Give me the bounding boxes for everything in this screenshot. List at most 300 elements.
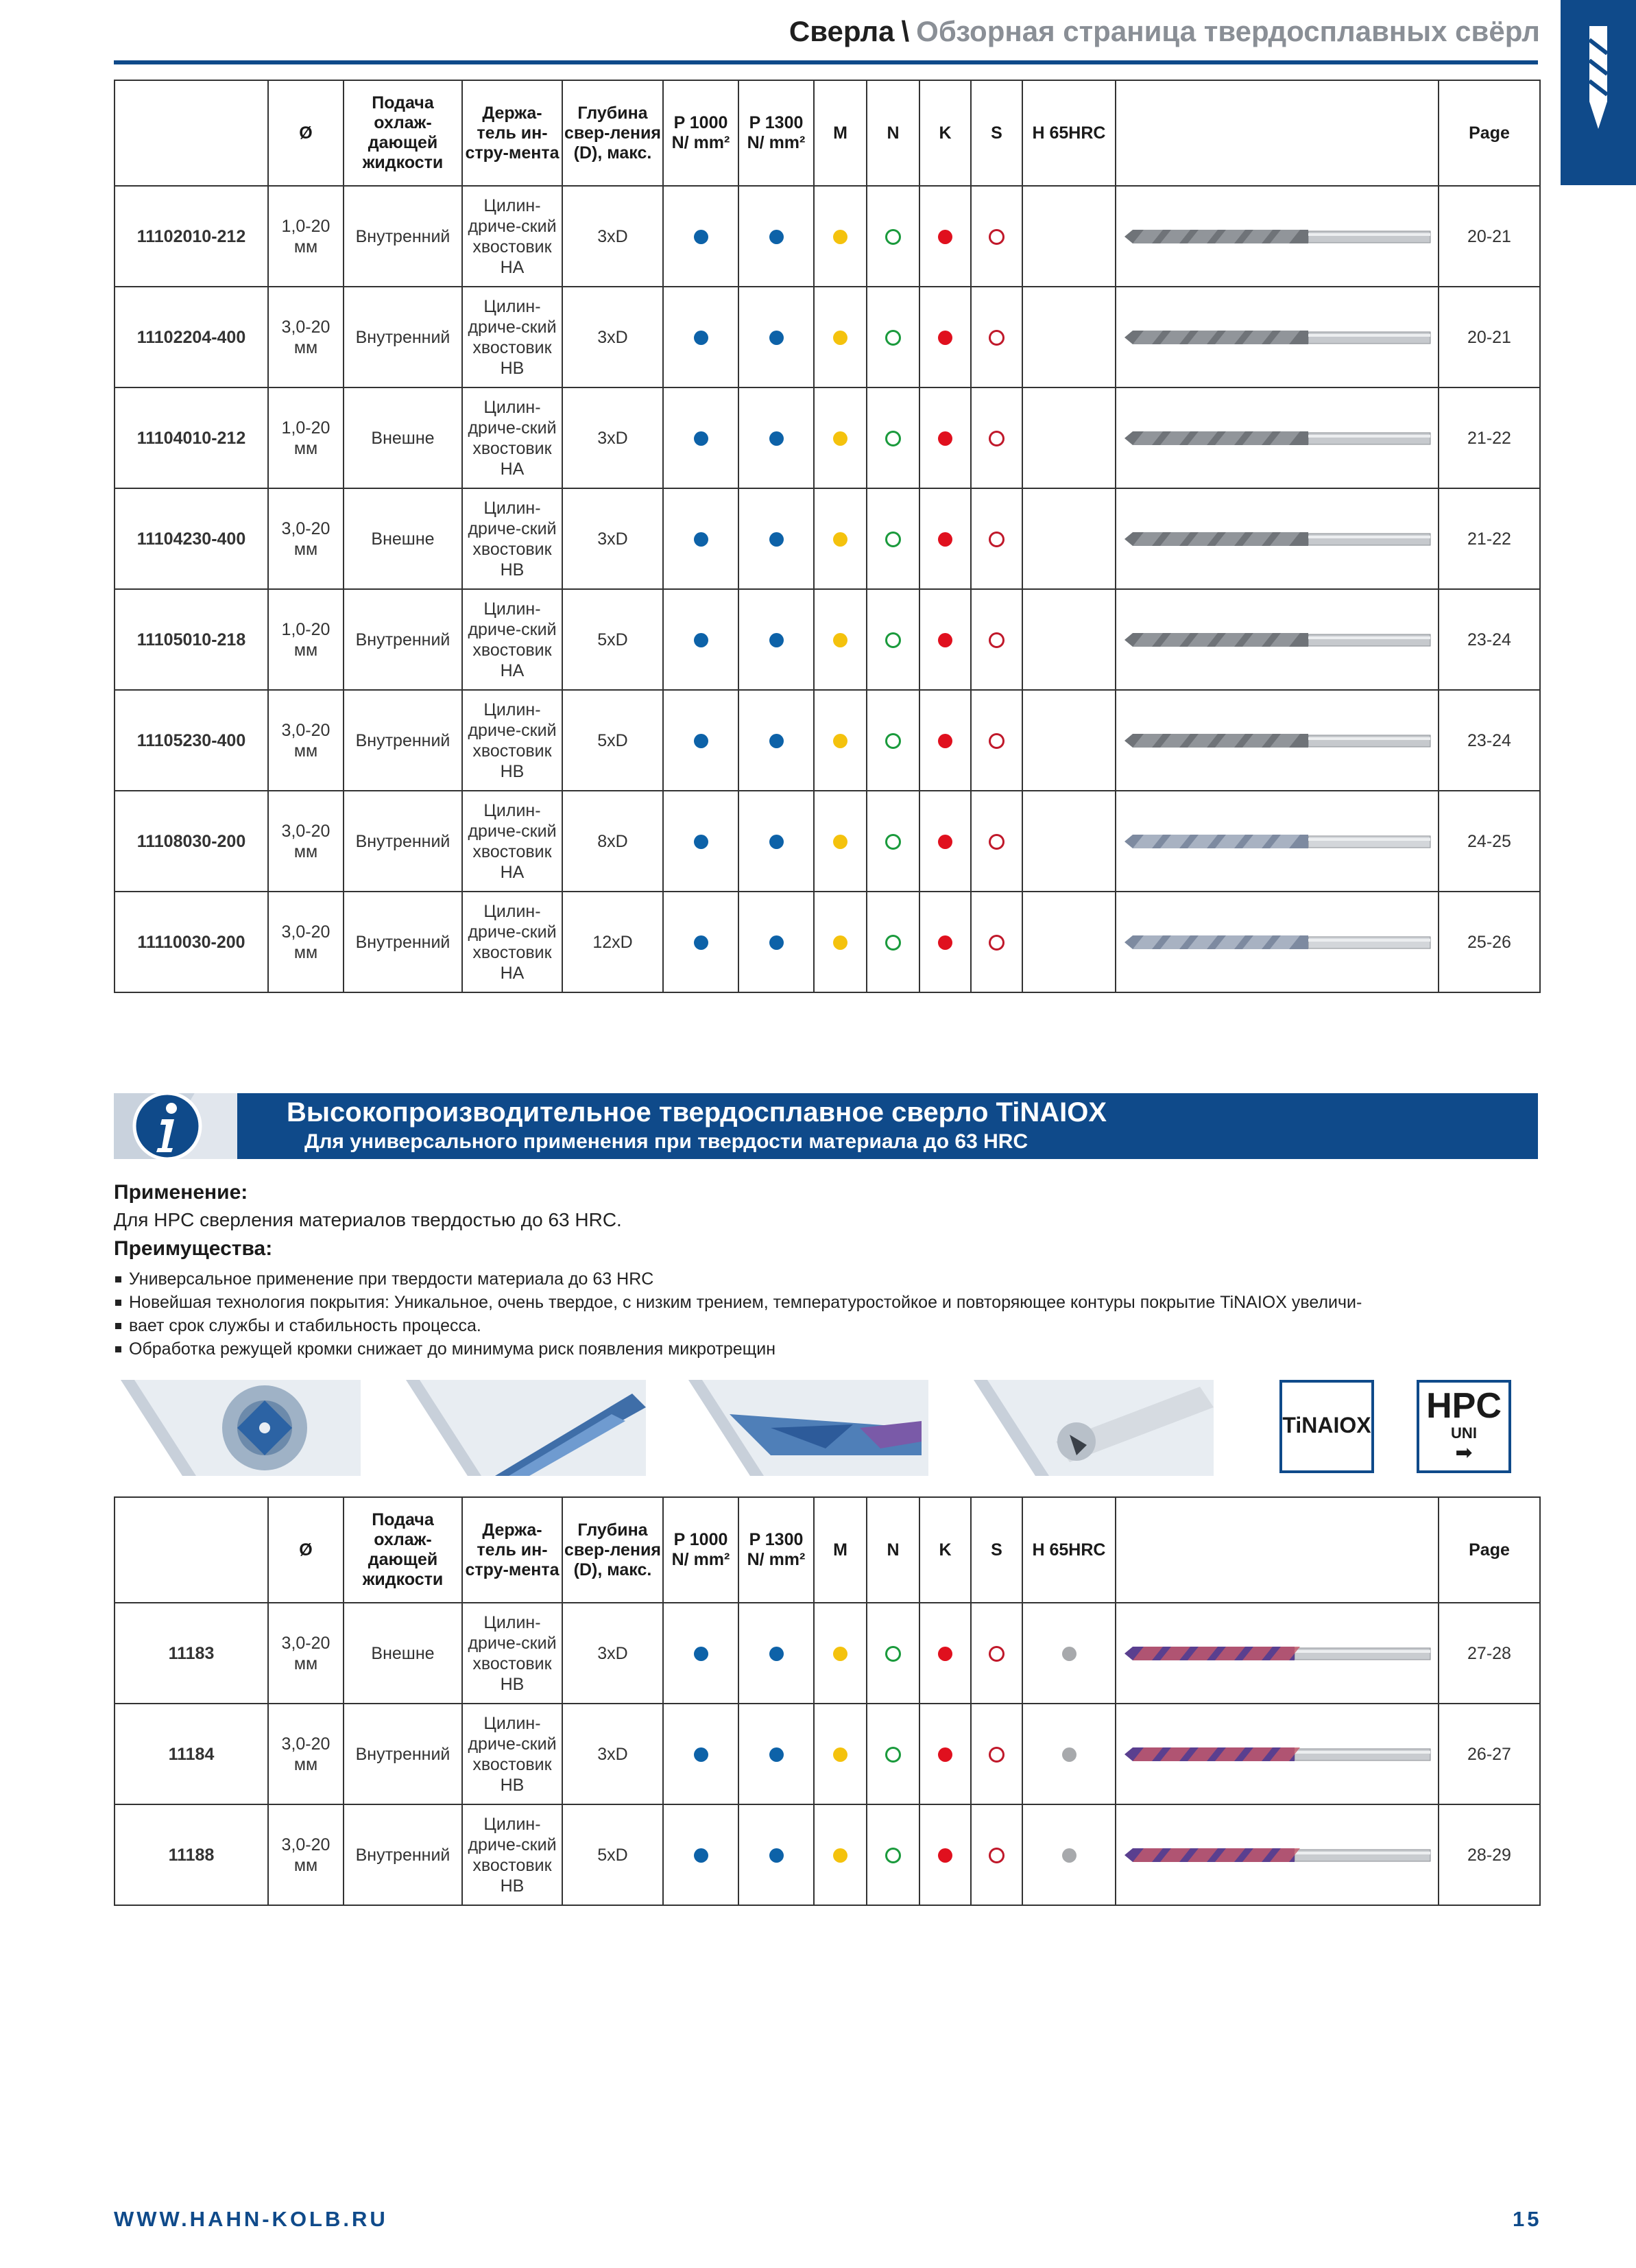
- uni-label: UNI: [1451, 1424, 1477, 1442]
- info-banner: [114, 1093, 1538, 1159]
- holder-cell: Цилин-дриче-ский хвостовик HB: [462, 488, 562, 589]
- m-cell: [814, 791, 867, 892]
- m-cell: [814, 287, 867, 387]
- title-sub: Обзорная страница твердосплавных свёрл: [916, 15, 1540, 47]
- k-cell: [919, 387, 971, 488]
- header-p1000: P 1000 N/ mm²: [663, 80, 738, 186]
- n-dot: [885, 733, 901, 749]
- article-code[interactable]: 11102204-400: [115, 287, 268, 387]
- diameter-cell: 1,0-20 мм: [268, 387, 344, 488]
- m-cell: [814, 186, 867, 287]
- arrow-right-icon: ➡: [1455, 1442, 1473, 1464]
- article-code[interactable]: 11183: [115, 1603, 268, 1704]
- page-cell: 27-28: [1439, 1603, 1540, 1704]
- diameter-cell: 3,0-20 мм: [268, 1603, 344, 1704]
- header-holder: Держа-тель ин-стру-мента: [462, 80, 562, 186]
- coolant-cell: Внешне: [344, 1603, 462, 1704]
- drill-image-cell: [1116, 186, 1439, 287]
- banner-subtitle: Для универсального применения при твердости материала до 63 HRC: [304, 1130, 1028, 1153]
- h-cell: [1022, 1603, 1116, 1704]
- k-cell: [919, 1603, 971, 1704]
- article-code[interactable]: 11184: [115, 1704, 268, 1804]
- s-dot: [989, 1646, 1005, 1662]
- coolant-cell: Внешне: [344, 488, 462, 589]
- n-cell: [867, 791, 919, 892]
- holder-cell: Цилин-дриче-ский хвостовик HA: [462, 186, 562, 287]
- drill-coating-photo: [688, 1380, 928, 1476]
- application-heading: Применение:: [114, 1181, 248, 1204]
- header-coolant: Подача охлаж-дающей жидкости: [344, 80, 462, 186]
- page-title: [789, 15, 1540, 48]
- m-dot: [833, 935, 847, 950]
- n-cell: [867, 1804, 919, 1905]
- m-cell: [814, 1603, 867, 1704]
- h-dot: [1062, 1747, 1076, 1762]
- diameter-cell: 3,0-20 мм: [268, 488, 344, 589]
- p1000-cell: [663, 387, 738, 488]
- drill-image: [1123, 727, 1432, 754]
- p1300-dot: [769, 532, 784, 547]
- article-code[interactable]: 11188: [115, 1804, 268, 1905]
- n-dot: [885, 834, 901, 850]
- p1000-cell: [663, 1804, 738, 1905]
- p1000-cell: [663, 1603, 738, 1704]
- m-dot: [833, 331, 847, 345]
- k-cell: [919, 690, 971, 791]
- n-dot: [885, 431, 901, 446]
- depth-cell: 3xD: [562, 287, 663, 387]
- header-holder: Держа-тель ин-стру-мента: [462, 1497, 562, 1603]
- article-code[interactable]: 11110030-200: [115, 892, 268, 992]
- tinaiox-badge: [1279, 1380, 1374, 1473]
- header-p1300: P 1300 N/ mm²: [738, 1497, 814, 1603]
- p1000-dot: [694, 1848, 708, 1863]
- h-cell: [1022, 1804, 1116, 1905]
- drill-image: [1123, 1741, 1432, 1768]
- hpc-uni-badge: [1417, 1380, 1511, 1473]
- p1300-dot: [769, 633, 784, 647]
- page-cell: 20-21: [1439, 186, 1540, 287]
- p1000-cell: [663, 186, 738, 287]
- p1300-cell: [738, 488, 814, 589]
- k-cell: [919, 287, 971, 387]
- table-row[interactable]: [115, 387, 1540, 488]
- table-row[interactable]: [115, 1603, 1540, 1704]
- s-dot: [989, 733, 1005, 749]
- s-dot: [989, 229, 1005, 245]
- n-cell: [867, 186, 919, 287]
- article-code[interactable]: 11105230-400: [115, 690, 268, 791]
- m-dot: [833, 1647, 847, 1661]
- m-dot: [833, 230, 847, 244]
- h-cell: [1022, 186, 1116, 287]
- depth-cell: 5xD: [562, 690, 663, 791]
- table-row[interactable]: [115, 892, 1540, 992]
- header-image: [1116, 1497, 1439, 1603]
- depth-cell: 3xD: [562, 387, 663, 488]
- page-cell: 24-25: [1439, 791, 1540, 892]
- drill-image: [1123, 425, 1432, 452]
- depth-cell: 3xD: [562, 186, 663, 287]
- depth-cell: 12xD: [562, 892, 663, 992]
- drill-image: [1123, 1841, 1432, 1869]
- drill-image-cell: [1116, 387, 1439, 488]
- s-cell: [971, 1804, 1022, 1905]
- title-main: Сверла: [789, 15, 895, 47]
- drill-image-cell: [1116, 791, 1439, 892]
- p1300-cell: [738, 690, 814, 791]
- header-page: Page: [1439, 80, 1540, 186]
- page-cell: 21-22: [1439, 387, 1540, 488]
- drill-tab-icon: [1576, 26, 1621, 163]
- coolant-cell: Внутренний: [344, 690, 462, 791]
- coolant-cell: Внутренний: [344, 1704, 462, 1804]
- coolant-cell: Внутренний: [344, 791, 462, 892]
- table-row[interactable]: [115, 1804, 1540, 1905]
- drill-tip-photo: [121, 1380, 361, 1476]
- s-dot: [989, 1848, 1005, 1863]
- table-row[interactable]: [115, 1704, 1540, 1804]
- k-cell: [919, 1804, 971, 1905]
- k-dot: [938, 1848, 952, 1863]
- p1000-cell: [663, 488, 738, 589]
- page-cell: 25-26: [1439, 892, 1540, 992]
- p1300-dot: [769, 835, 784, 849]
- drill-image: [1123, 828, 1432, 855]
- h-cell: [1022, 387, 1116, 488]
- s-cell: [971, 589, 1022, 690]
- header-code: [115, 80, 268, 186]
- s-cell: [971, 387, 1022, 488]
- s-dot: [989, 1747, 1005, 1763]
- holder-cell: Цилин-дриче-ский хвостовик HA: [462, 791, 562, 892]
- diameter-cell: 3,0-20 мм: [268, 892, 344, 992]
- p1000-dot: [694, 633, 708, 647]
- drill-image-cell: [1116, 589, 1439, 690]
- s-dot: [989, 834, 1005, 850]
- s-cell: [971, 1704, 1022, 1804]
- list-item: Универсальное применение при твердости материала до 63 HRC: [114, 1267, 1538, 1291]
- holder-cell: Цилин-дриче-ский хвостовик HB: [462, 287, 562, 387]
- table-header-row: [115, 80, 1540, 186]
- table-row[interactable]: [115, 791, 1540, 892]
- m-dot: [833, 1848, 847, 1863]
- n-cell: [867, 690, 919, 791]
- drill-flute-photo: [406, 1380, 646, 1476]
- article-code[interactable]: 11104230-400: [115, 488, 268, 589]
- page-cell: 20-21: [1439, 287, 1540, 387]
- header-s: S: [971, 1497, 1022, 1603]
- diameter-cell: 3,0-20 мм: [268, 1804, 344, 1905]
- header-diameter: Ø: [268, 80, 344, 186]
- k-cell: [919, 589, 971, 690]
- header-coolant: Подача охлаж-дающей жидкости: [344, 1497, 462, 1603]
- drill-image: [1123, 929, 1432, 956]
- s-cell: [971, 1603, 1022, 1704]
- header-rule: [114, 60, 1538, 64]
- drill-image-cell: [1116, 690, 1439, 791]
- drill-image: [1123, 626, 1432, 654]
- m-dot: [833, 734, 847, 748]
- s-dot: [989, 431, 1005, 446]
- header-depth: Глубина свер-ления (D), макс.: [562, 80, 663, 186]
- header-n: N: [867, 80, 919, 186]
- p1000-dot: [694, 1747, 708, 1762]
- k-dot: [938, 331, 952, 345]
- m-cell: [814, 1804, 867, 1905]
- page-cell: 23-24: [1439, 690, 1540, 791]
- p1300-dot: [769, 1848, 784, 1863]
- diameter-cell: 3,0-20 мм: [268, 1704, 344, 1804]
- header-s: S: [971, 80, 1022, 186]
- diameter-cell: 3,0-20 мм: [268, 791, 344, 892]
- page-cell: 23-24: [1439, 589, 1540, 690]
- n-dot: [885, 330, 901, 346]
- page-cell: 21-22: [1439, 488, 1540, 589]
- header-k: K: [919, 80, 971, 186]
- drill-image-cell: [1116, 488, 1439, 589]
- list-item-continuation: вает срок службы и стабильность процесса.: [114, 1314, 1538, 1337]
- holder-cell: Цилин-дриче-ский хвостовик HB: [462, 1804, 562, 1905]
- drill-image: [1123, 525, 1432, 553]
- p1300-cell: [738, 1704, 814, 1804]
- k-dot: [938, 230, 952, 244]
- article-code[interactable]: 11102010-212: [115, 186, 268, 287]
- h-cell: [1022, 287, 1116, 387]
- depth-cell: 3xD: [562, 1603, 663, 1704]
- p1000-dot: [694, 230, 708, 244]
- depth-cell: 3xD: [562, 488, 663, 589]
- advantages-list: [114, 1267, 1538, 1361]
- coolant-cell: Внешне: [344, 387, 462, 488]
- table-row[interactable]: [115, 186, 1540, 287]
- m-dot: [833, 1747, 847, 1762]
- p1300-cell: [738, 892, 814, 992]
- p1300-dot: [769, 935, 784, 950]
- drill-image-cell: [1116, 892, 1439, 992]
- holder-cell: Цилин-дриче-ский хвостовик HB: [462, 690, 562, 791]
- p1300-cell: [738, 1603, 814, 1704]
- k-dot: [938, 1747, 952, 1762]
- diameter-cell: 3,0-20 мм: [268, 287, 344, 387]
- header-depth: Глубина свер-ления (D), макс.: [562, 1497, 663, 1603]
- k-dot: [938, 935, 952, 950]
- m-dot: [833, 431, 847, 446]
- m-dot: [833, 532, 847, 547]
- article-code[interactable]: 11105010-218: [115, 589, 268, 690]
- k-cell: [919, 1704, 971, 1804]
- n-dot: [885, 935, 901, 951]
- n-dot: [885, 1646, 901, 1662]
- p1300-dot: [769, 734, 784, 748]
- drill-image: [1123, 1640, 1432, 1667]
- n-cell: [867, 1704, 919, 1804]
- holder-cell: Цилин-дриче-ский хвостовик HB: [462, 1603, 562, 1704]
- p1300-cell: [738, 791, 814, 892]
- m-dot: [833, 633, 847, 647]
- k-cell: [919, 791, 971, 892]
- k-dot: [938, 633, 952, 647]
- header-image: [1116, 80, 1439, 186]
- section-tab[interactable]: [1561, 0, 1636, 185]
- m-dot: [833, 835, 847, 849]
- p1300-cell: [738, 387, 814, 488]
- n-dot: [885, 532, 901, 547]
- s-cell: [971, 791, 1022, 892]
- m-cell: [814, 1704, 867, 1804]
- holder-cell: Цилин-дриче-ский хвостовик HA: [462, 387, 562, 488]
- n-cell: [867, 488, 919, 589]
- k-dot: [938, 431, 952, 446]
- p1300-dot: [769, 431, 784, 446]
- s-cell: [971, 690, 1022, 791]
- s-cell: [971, 488, 1022, 589]
- diameter-cell: 1,0-20 мм: [268, 589, 344, 690]
- drill-table-1: [114, 80, 1541, 993]
- p1300-cell: [738, 589, 814, 690]
- s-dot: [989, 330, 1005, 346]
- coolant-cell: Внутренний: [344, 892, 462, 992]
- list-item: Обработка режущей кромки снижает до минимума риск появления микротрещин: [114, 1337, 1538, 1361]
- header-m: M: [814, 80, 867, 186]
- table-row[interactable]: [115, 287, 1540, 387]
- depth-cell: 5xD: [562, 1804, 663, 1905]
- p1000-dot: [694, 431, 708, 446]
- diameter-cell: 1,0-20 мм: [268, 186, 344, 287]
- h-cell: [1022, 791, 1116, 892]
- depth-cell: 5xD: [562, 589, 663, 690]
- footer-url[interactable]: WWW.HAHN-KOLB.RU: [114, 2207, 388, 2231]
- drill-image-cell: [1116, 1704, 1439, 1804]
- m-cell: [814, 892, 867, 992]
- p1300-cell: [738, 287, 814, 387]
- k-dot: [938, 1647, 952, 1661]
- h-dot: [1062, 1647, 1076, 1661]
- page-cell: 28-29: [1439, 1804, 1540, 1905]
- table-row[interactable]: [115, 488, 1540, 589]
- list-item: Новейшая технология покрытия: Уникальное, очень твердое, с низким трением, температуростойкое и повторяющее контуры покрытие TiNAIOX увеличи-: [114, 1291, 1538, 1314]
- p1300-cell: [738, 186, 814, 287]
- header-code: [115, 1497, 268, 1603]
- n-cell: [867, 892, 919, 992]
- header-h: H 65HRC: [1022, 80, 1116, 186]
- header-page: Page: [1439, 1497, 1540, 1603]
- drill-image-cell: [1116, 1603, 1439, 1704]
- h-dot: [1062, 1848, 1076, 1863]
- coolant-cell: Внутренний: [344, 1804, 462, 1905]
- banner-title: Высокопроизводительное твердосплавное сверло TiNAIOX: [287, 1097, 1107, 1127]
- p1000-dot: [694, 1647, 708, 1661]
- k-dot: [938, 734, 952, 748]
- table-row[interactable]: [115, 589, 1540, 690]
- p1300-dot: [769, 230, 784, 244]
- p1300-cell: [738, 1804, 814, 1905]
- header-k: K: [919, 1497, 971, 1603]
- p1300-dot: [769, 1747, 784, 1762]
- p1000-cell: [663, 287, 738, 387]
- k-dot: [938, 835, 952, 849]
- drill-edge-photo: [974, 1380, 1214, 1476]
- n-cell: [867, 387, 919, 488]
- coolant-cell: Внутренний: [344, 186, 462, 287]
- header-p1300: P 1300 N/ mm²: [738, 80, 814, 186]
- header-diameter: Ø: [268, 1497, 344, 1603]
- drill-table-2: [114, 1496, 1541, 1906]
- p1000-cell: [663, 690, 738, 791]
- header-h: H 65HRC: [1022, 1497, 1116, 1603]
- application-text: Для HPC сверления материалов твердостью до 63 HRC.: [114, 1209, 622, 1230]
- table-header-row: [115, 1497, 1540, 1603]
- s-cell: [971, 186, 1022, 287]
- p1000-cell: [663, 892, 738, 992]
- depth-cell: 3xD: [562, 1704, 663, 1804]
- article-code[interactable]: 11104010-212: [115, 387, 268, 488]
- diameter-cell: 3,0-20 мм: [268, 690, 344, 791]
- n-cell: [867, 1603, 919, 1704]
- s-cell: [971, 892, 1022, 992]
- p1000-cell: [663, 589, 738, 690]
- p1300-dot: [769, 331, 784, 345]
- tinaiox-label: TiNAIOX: [1282, 1413, 1371, 1437]
- drill-image-cell: [1116, 287, 1439, 387]
- s-dot: [989, 532, 1005, 547]
- title-separator: \: [901, 15, 910, 47]
- s-cell: [971, 287, 1022, 387]
- holder-cell: Цилин-дриче-ский хвостовик HB: [462, 1704, 562, 1804]
- s-dot: [989, 935, 1005, 951]
- p1300-dot: [769, 1647, 784, 1661]
- p1000-dot: [694, 734, 708, 748]
- m-cell: [814, 690, 867, 791]
- advantages-heading: Преимущества:: [114, 1237, 273, 1260]
- k-dot: [938, 532, 952, 547]
- page-cell: 26-27: [1439, 1704, 1540, 1804]
- h-cell: [1022, 690, 1116, 791]
- m-cell: [814, 488, 867, 589]
- drill-image: [1123, 324, 1432, 351]
- s-dot: [989, 632, 1005, 648]
- p1000-cell: [663, 791, 738, 892]
- n-dot: [885, 632, 901, 648]
- p1000-cell: [663, 1704, 738, 1804]
- n-cell: [867, 589, 919, 690]
- holder-cell: Цилин-дриче-ский хвостовик HA: [462, 892, 562, 992]
- k-cell: [919, 892, 971, 992]
- coolant-cell: Внутренний: [344, 589, 462, 690]
- table-row[interactable]: [115, 690, 1540, 791]
- p1000-dot: [694, 331, 708, 345]
- p1000-dot: [694, 935, 708, 950]
- n-dot: [885, 229, 901, 245]
- m-cell: [814, 387, 867, 488]
- n-dot: [885, 1747, 901, 1763]
- drill-image: [1123, 223, 1432, 250]
- coolant-cell: Внутренний: [344, 287, 462, 387]
- header-n: N: [867, 1497, 919, 1603]
- h-cell: [1022, 488, 1116, 589]
- header-m: M: [814, 1497, 867, 1603]
- p1000-dot: [694, 532, 708, 547]
- k-cell: [919, 186, 971, 287]
- m-cell: [814, 589, 867, 690]
- n-dot: [885, 1848, 901, 1863]
- page-number: 15: [1513, 2207, 1542, 2231]
- h-cell: [1022, 589, 1116, 690]
- n-cell: [867, 287, 919, 387]
- article-code[interactable]: 11108030-200: [115, 791, 268, 892]
- holder-cell: Цилин-дриче-ский хвостовик HA: [462, 589, 562, 690]
- k-cell: [919, 488, 971, 589]
